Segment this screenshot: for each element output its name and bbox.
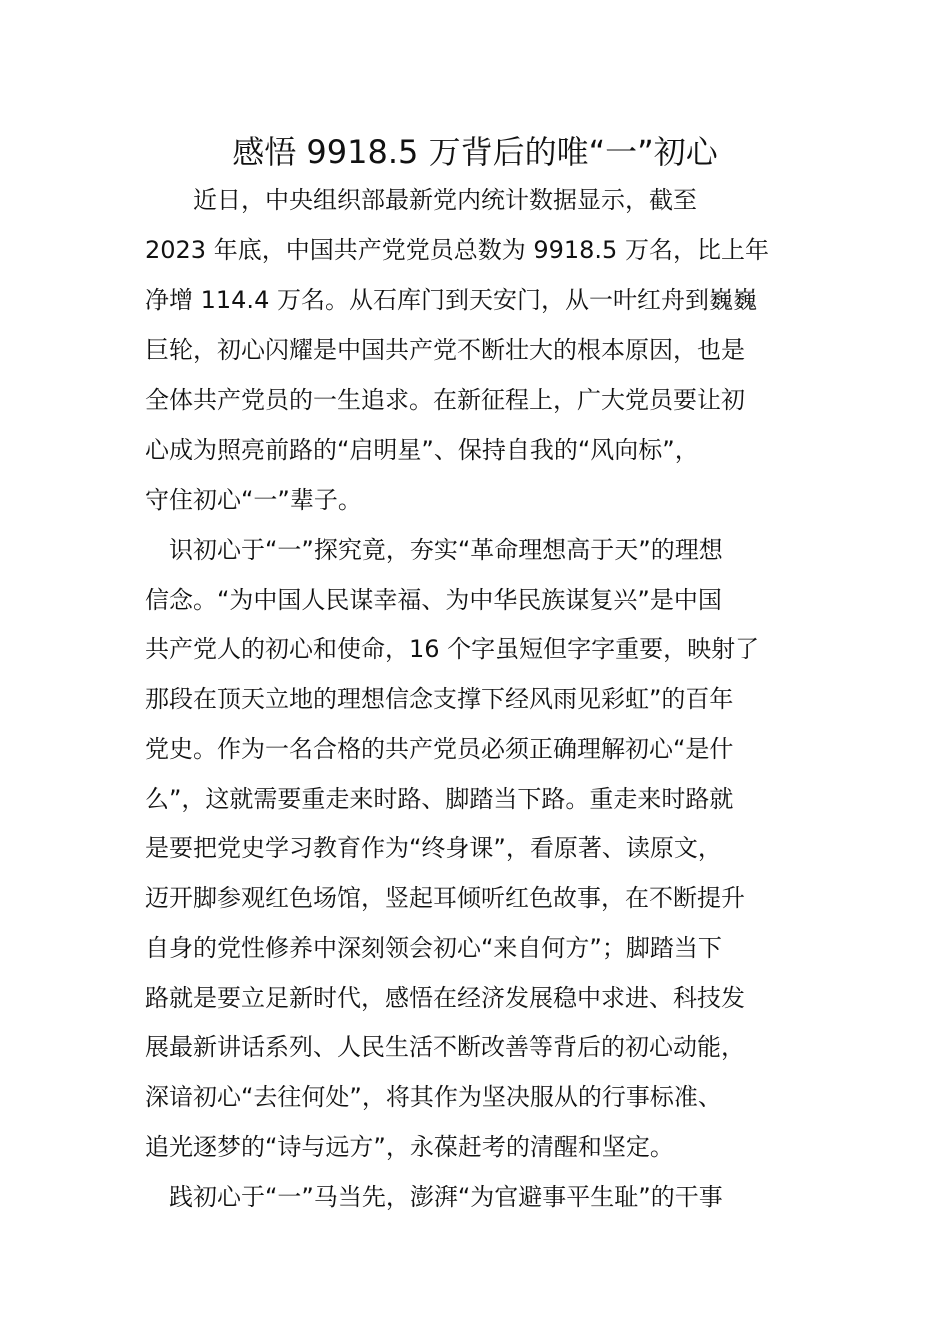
paragraph-2-line: 深谙初心“去往何处”，将其作为坚决服从的行事标准、 (145, 1083, 722, 1111)
paragraph-2-line: 路就是要立足新时代，感悟在经济发展稳中求进、科技发 (145, 984, 745, 1012)
paragraph-2-line: 党史。作为一名合格的共产党员必须正确理解初心“是什 (145, 735, 734, 763)
paragraph-2-line: 信念。“为中国人民谋幸福、为中华民族谋复兴”是中国 (145, 586, 722, 614)
paragraph-2-line: 自身的党性修养中深刻领会初心“来自何方”；脚踏当下 (145, 934, 722, 962)
paragraph-1-line: 守住初心“一”辈子。 (145, 486, 362, 514)
paragraph-1-line: 近日，中央组织部最新党内统计数据显示，截至 (145, 186, 697, 214)
paragraph-2-line: 追光逐梦的“诗与远方”，永葆赶考的清醒和坚定。 (145, 1133, 674, 1161)
paragraph-2-line: 是要把党史学习教育作为“终身课”，看原著、读原文， (145, 834, 722, 862)
paragraph-1-line: 全体共产党员的一生追求。在新征程上，广大党员要让初 (145, 386, 745, 414)
paragraph-1-line: 净增 114.4 万名。从石库门到天安门，从一叶红舟到巍巍 (145, 286, 757, 314)
paragraph-2-line: 识初心于“一”探究竟，夯实“革命理想高于天”的理想 (145, 536, 723, 564)
paragraph-2-line: 么”，这就需要重走来时路、脚踏当下路。重走来时路就 (145, 785, 734, 813)
paragraph-1-line: 心成为照亮前路的“启明星”、保持自我的“风向标”， (145, 436, 699, 464)
paragraph-1-line: 巨轮，初心闪耀是中国共产党不断壮大的根本原因，也是 (145, 336, 745, 364)
paragraph-2-line: 那段在顶天立地的理想信念支撑下经风雨见彩虹”的百年 (145, 685, 734, 713)
paragraph-2-line: 迈开脚参观红色场馆，竖起耳倾听红色故事，在不断提升 (145, 884, 745, 912)
paragraph-2-line: 共产党人的初心和使命，16 个字虽短但字字重要，映射了 (145, 635, 760, 663)
paragraph-3-line: 践初心于“一”马当先，澎湃“为官避事平生耻”的干事 (145, 1183, 723, 1211)
paragraph-1-line: 2023 年底，中国共产党党员总数为 9918.5 万名，比上年 (145, 236, 769, 264)
document-title: 感悟 9918.5 万背后的唯“一”初心 (232, 133, 718, 171)
paragraph-2-line: 展最新讲话系列、人民生活不断改善等背后的初心动能， (145, 1033, 745, 1061)
